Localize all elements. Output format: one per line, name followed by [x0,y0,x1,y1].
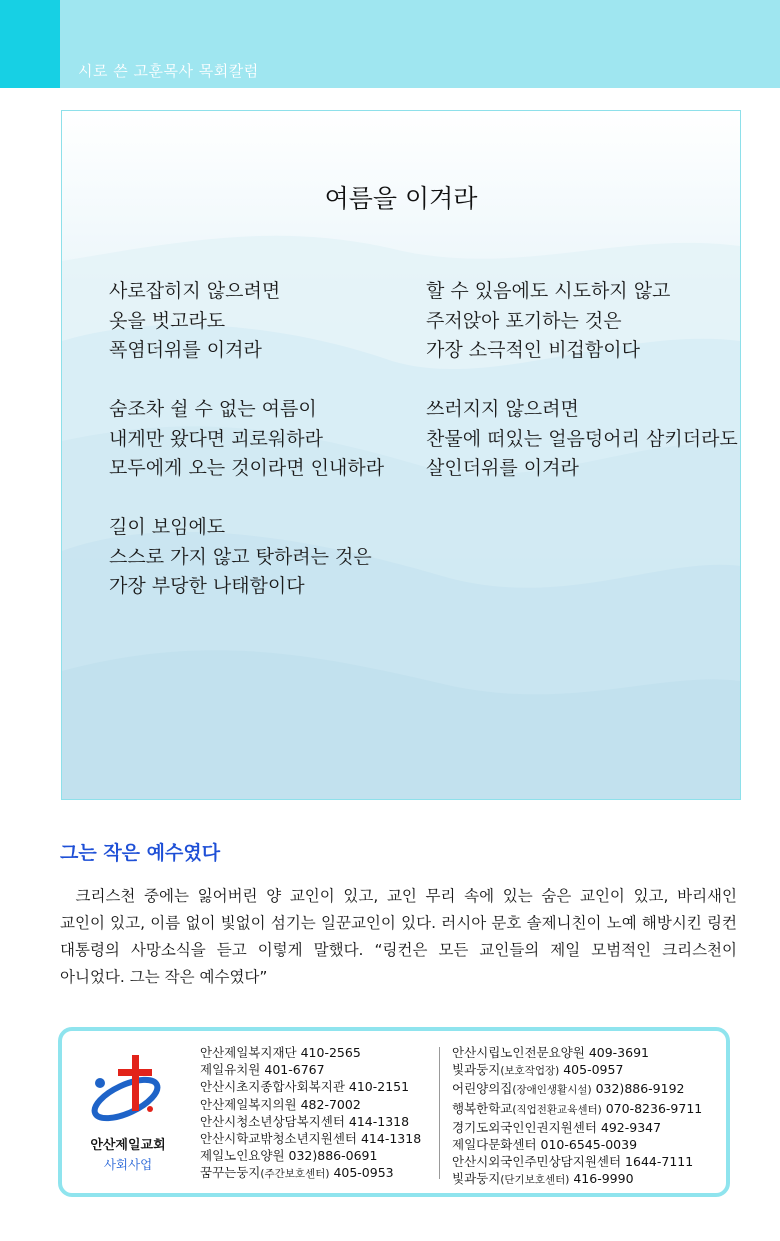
contact-name: 꿈꾸는둥지 [200,1165,261,1181]
contact-row [200,1096,421,1113]
poem-stanza [109,395,384,484]
contact-row [200,1044,421,1061]
poem-line: 사로잡히지 않으려면 [109,280,281,302]
contact-phone: 482-7002 [300,1096,361,1112]
contact-row [452,1044,702,1061]
contact-name: 안산시청소년상담복지센터 [200,1113,345,1129]
contact-phone: 1644-7111 [625,1154,694,1170]
contact-row [452,1136,702,1153]
contacts-left-list [200,1044,421,1184]
contact-name: 안산시외국인주민상담지원센터 [452,1154,622,1170]
logo-name: 안산제일교회 [90,1138,166,1153]
poem-line: 주저앉아 포기하는 것은 [426,309,622,332]
contact-phone: 410-2151 [348,1079,410,1095]
contact-note: (직업전환교육센터) [512,1103,602,1116]
poem-box [61,110,741,800]
poem-line: 모두에게 오는 것이라면 인내하라 [109,457,385,479]
contact-note: (장애인생활시설) [512,1084,592,1097]
contact-row [452,1170,702,1189]
contact-name: 제일유치원 [200,1062,261,1078]
contact-name: 빛과둥지 [452,1171,501,1187]
poem-line: 내게만 왔다면 괴로워하라 [109,427,323,450]
contact-phone: 032)886-0691 [288,1148,378,1164]
contact-phone: 414-1318 [348,1113,410,1129]
poem-title: 여름을 이겨라 [324,184,478,213]
poem-stanza [426,395,738,484]
poem-line: 스스로 가지 않고 탓하려는 것은 [109,545,372,568]
poem-line: 가장 부당한 나태함이다 [109,575,305,597]
contact-name: 제일다문화센터 [452,1137,537,1153]
contact-row [200,1164,421,1183]
contact-row [200,1061,421,1078]
contact-note: (단기보호센터) [500,1174,570,1187]
contact-phone: 405-0957 [563,1062,624,1078]
poem-line: 쓰러지지 않으려면 [426,398,579,420]
poem-line: 옷을 벗고라도 [109,309,226,332]
contact-note: (주간보호센터) [260,1168,330,1181]
contacts-right-list [452,1044,702,1190]
contact-row [452,1061,702,1080]
contact-row [200,1078,421,1095]
contact-phone: 010-6545-0039 [540,1137,638,1153]
contact-name: 안산시립노인전문요양원 [452,1045,585,1060]
poem-line: 길이 보임에도 [109,516,226,538]
contacts-divider [439,1047,440,1179]
contact-name: 안산제일복지재단 [200,1045,297,1060]
poem-stanza [109,277,384,366]
contact-phone: 416-9990 [573,1171,634,1187]
contact-row [452,1153,702,1170]
poem-left-column [109,277,384,631]
contact-name: 안산시학교밖청소년지원센터 [200,1131,357,1147]
church-logo [88,1053,168,1133]
contact-row [200,1113,421,1130]
contact-phone: 032)886-9192 [595,1081,685,1097]
poem-line: 살인더위를 이겨라 [426,457,579,479]
contact-phone: 492-9347 [600,1119,662,1135]
contact-phone: 070-8236-9711 [605,1100,703,1116]
contact-name: 안산제일복지의원 [200,1096,297,1112]
contact-name: 빛과둥지 [452,1062,501,1078]
contact-phone: 410-2565 [300,1045,361,1060]
logo-subtitle: 사회사업 [103,1157,153,1172]
poem-line: 가장 소극적인 비겁함이다 [426,339,640,361]
poem-stanza [426,277,738,366]
contact-row [452,1119,702,1136]
poem-line: 폭염더위를 이겨라 [109,339,262,361]
contact-row [200,1147,421,1164]
article-title: 그는 작은 예수였다 [60,842,221,864]
contact-row [452,1100,702,1119]
header-tab-accent [0,0,60,88]
contact-name: 제일노인요양원 [200,1148,285,1164]
poem-line: 할 수 있음에도 시도하지 않고 [426,280,671,302]
contact-note: (보호작업장) [500,1065,560,1078]
footer-contact-box [58,1027,730,1197]
article-body: 크리스천 중에는 잃어버린 양 교인이 있고, 교인 무리 속에 있는 숨은 교인이 있고, 바리새인 교인이 있고, 이름 없이 빛없이 섬기는 일꾼교인이 있다. 러시아 문호 솔제니친이 노예 해방시킨 링컨 대통령의 사망소식을 듣고 이렇게 말했다. “링컨은 모든 교인들의 제일 모범적인 크리스천이 아니었다. 그는 작은 예수였다” [60,887,737,986]
contact-phone: 414-1318 [360,1131,422,1147]
contact-phone: 409-3691 [588,1045,649,1060]
column-header-text: 시로 쓴 고훈목사 목회칼럼 [78,62,259,80]
contact-name: 어린양의집 [452,1081,513,1097]
contact-name: 경기도외국인인권지원센터 [452,1119,597,1135]
poem-stanza [109,513,384,602]
contact-row [452,1080,702,1099]
poem-line: 숨조차 쉴 수 없는 여름이 [109,398,317,420]
contact-phone: 405-0953 [333,1165,394,1181]
contact-phone: 401-6767 [264,1062,325,1078]
contact-name: 안산시초지종합사회복지관 [200,1079,345,1095]
contact-row [200,1130,421,1147]
poem-line: 찬물에 떠있는 얼음덩어리 삼키더라도 [426,427,738,450]
contact-name: 행복한학교 [452,1100,513,1116]
poem-right-column [426,277,738,513]
